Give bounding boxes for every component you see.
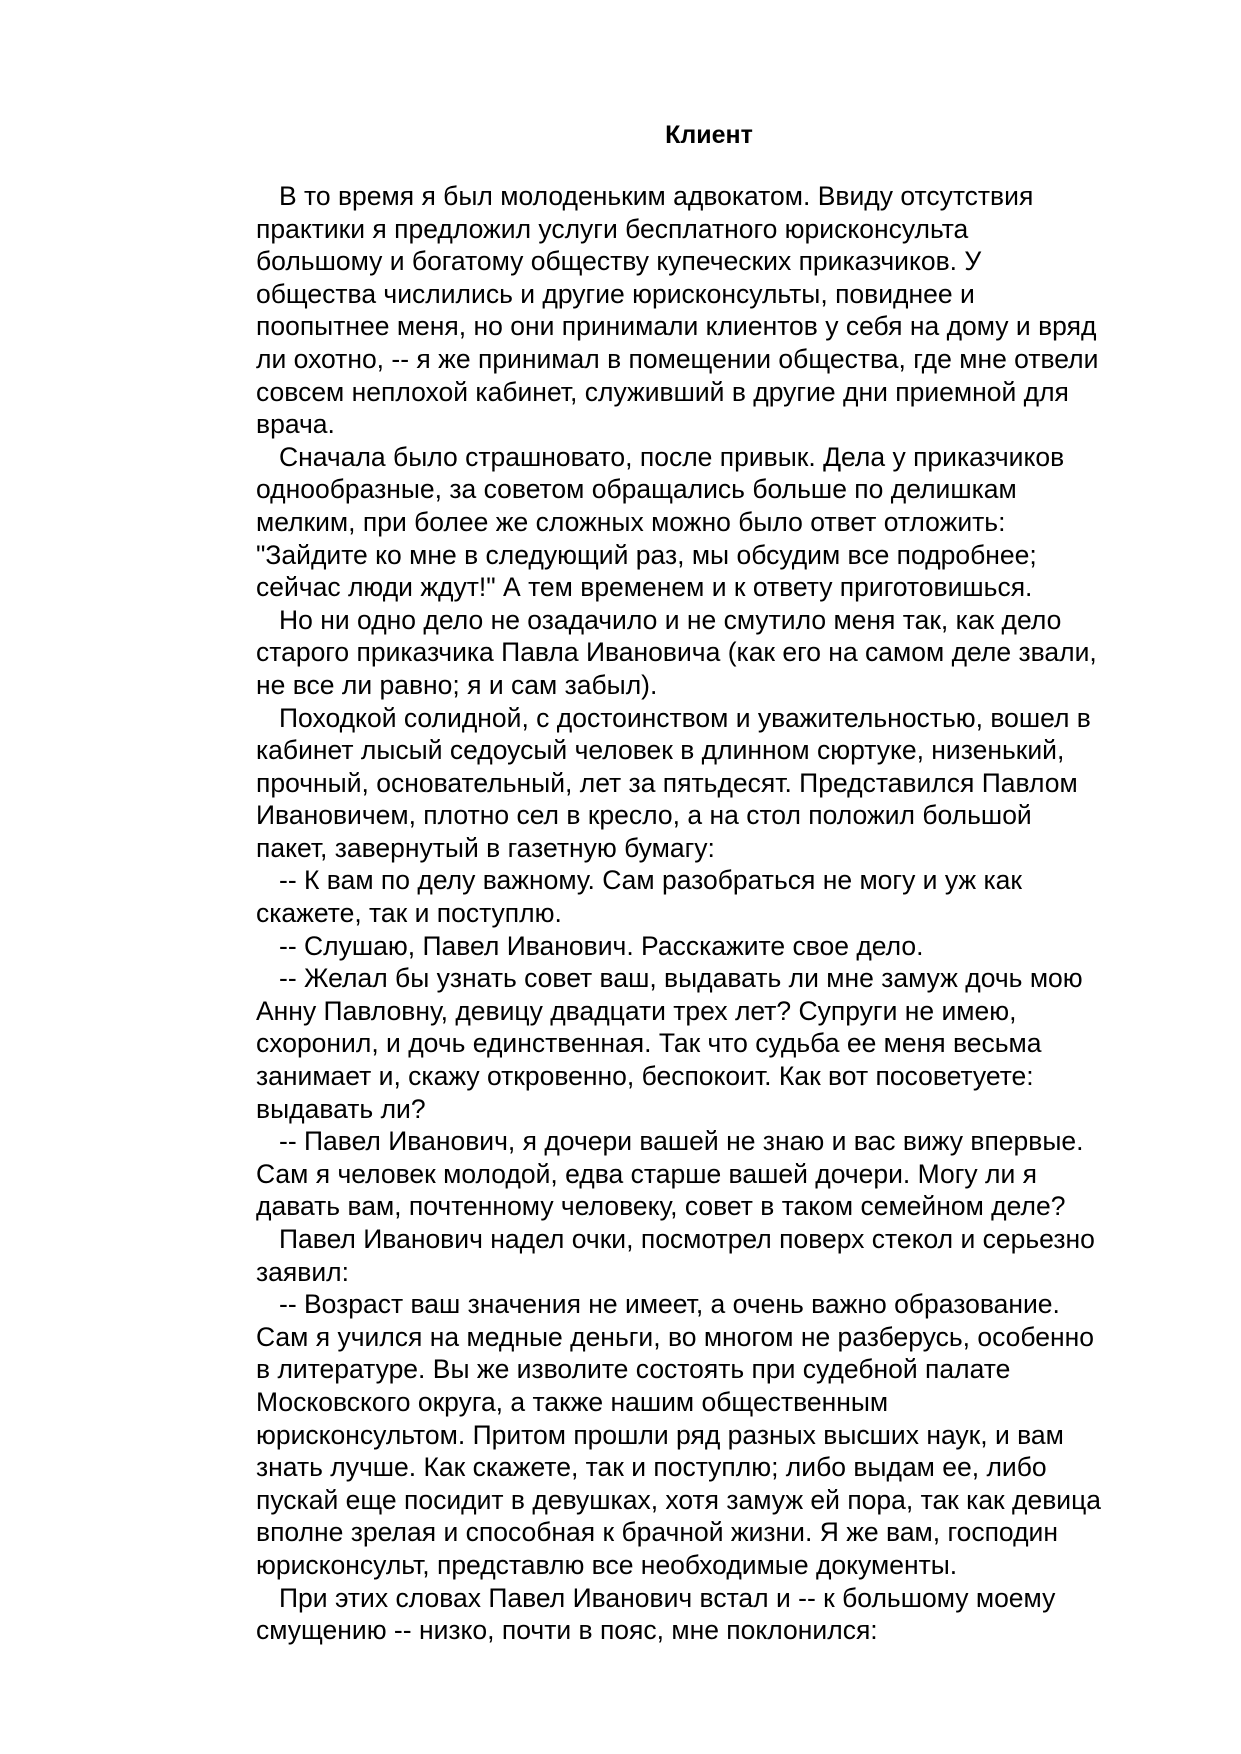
text-line: пускай еще посидит в девушках, хотя замуж ей пора, так как девица (256, 1484, 1102, 1515)
paragraph-first-line: В то время я был молоденьким адвокатом. Ввиду отсутствия (279, 181, 1034, 211)
text-line: юрисконсульт, представлю все необходимые документы. (256, 1549, 958, 1580)
text-line: общества числились и другие юрисконсульты, повиднее и (256, 278, 975, 309)
paragraph-first-line: Походкой солидной, с достоинством и уважительностью, вошел в (279, 702, 1091, 733)
text-line: поопытнее меня, но они принимали клиентов у себя на дому и вряд (256, 311, 1097, 342)
text-line: мелким, при более же сложных можно было ответ отложить: (256, 506, 1006, 537)
text-line: врача. (256, 409, 335, 440)
text-line: совсем неплохой кабинет, служивший в другие дни приемной для (256, 376, 1069, 407)
paragraph-first-line: При этих словах Павел Иванович встал и -- к большому моему (279, 1582, 1056, 1613)
text-line: большому и богатому обществу купеческих приказчиков. У (256, 246, 982, 277)
text-line: пакет, завернутый в газетную бумагу: (256, 832, 715, 863)
text-line: "Зайдите ко мне в следующий раз, мы обсудим все подробнее; (256, 539, 1037, 570)
text-line: сейчас люди ждут!" А тем временем и к ответу приготовишься. (256, 572, 1033, 603)
text-line: ли охотно, -- я же принимал в помещении общества, где мне отвели (256, 343, 1099, 374)
text-line: однообразные, за советом обращались больше по делишкам (256, 474, 1017, 505)
text-line: занимает и, скажу откровенно, беспокоит. Как вот посоветуете: (256, 1061, 1034, 1092)
text-line: заявил: (256, 1256, 349, 1287)
text-line: Московского округа, а также нашим общественным (256, 1386, 889, 1417)
text-line: практики я предложил услуги бесплатного юрисконсульта (256, 213, 969, 244)
paragraph-first-line: -- Павел Иванович, я дочери вашей не знаю и вас вижу впервые. (279, 1126, 1084, 1157)
text-line: выдавать ли? (256, 1093, 426, 1124)
text-line: Сам я человек молодой, едва старше вашей дочери. Могу ли я (256, 1158, 1038, 1189)
text-line: смущению -- низко, почти в пояс, мне поклонился: (256, 1615, 878, 1646)
paragraph-first-line: Сначала было страшновато, после привык. Дела у приказчиков (279, 441, 1065, 472)
text-line: юрисконсультом. Притом прошли ряд разных высших наук, и вам (256, 1419, 1064, 1450)
paragraph-first-line: -- Слушаю, Павел Иванович. Расскажите свое дело. (279, 930, 924, 961)
text-line: Сам я учился на медные деньги, во многом не разберусь, особенно (256, 1321, 1095, 1352)
document-title: Клиент (665, 121, 753, 149)
text-line: не все ли равно; я и сам забыл). (256, 669, 658, 700)
paragraph-first-line: Но ни одно дело не озадачило и не смутило меня так, как дело (279, 604, 1062, 635)
paragraph-first-line: -- Желал бы узнать совет ваш, выдавать ли мне замуж дочь мою (279, 963, 1083, 994)
text-line: в литературе. Вы же изволите состоять при судебной палате (256, 1354, 1011, 1385)
text-line: знать лучше. Как скажете, так и поступлю; либо выдам ее, либо (256, 1452, 1047, 1483)
text-line: старого приказчика Павла Ивановича (как его на самом деле звали, (256, 637, 1097, 668)
text-line: давать вам, почтенному человеку, совет в таком семейном деле? (256, 1191, 1066, 1222)
text-line: кабинет лысый седоусый человек в длинном сюртуке, низенький, (256, 735, 1065, 766)
text-line: скажете, так и поступлю. (256, 898, 562, 929)
text-line: Анну Павловну, девицу двадцати трех лет? Супруги не имею, (256, 995, 1017, 1026)
paragraph-first-line: -- Возраст ваш значения не имеет, а очень важно образование. (279, 1289, 1060, 1320)
text-line: Ивановичем, плотно сел в кресло, а на стол положил большой (256, 800, 1032, 831)
text-line: вполне зрелая и способная к брачной жизни. Я же вам, господин (256, 1517, 1058, 1548)
text-line: схоронил, и дочь единственная. Так что судьба ее меня весьма (256, 1028, 1042, 1059)
text-line: прочный, основательный, лет за пятьдесят. Представился Павлом (256, 767, 1078, 798)
paragraph-first-line: Павел Иванович надел очки, посмотрел поверх стекол и серьезно (279, 1224, 1095, 1254)
document-body (256, 180, 1176, 1647)
paragraph-first-line: -- К вам по делу важному. Сам разобраться не могу и уж как (279, 865, 1022, 896)
